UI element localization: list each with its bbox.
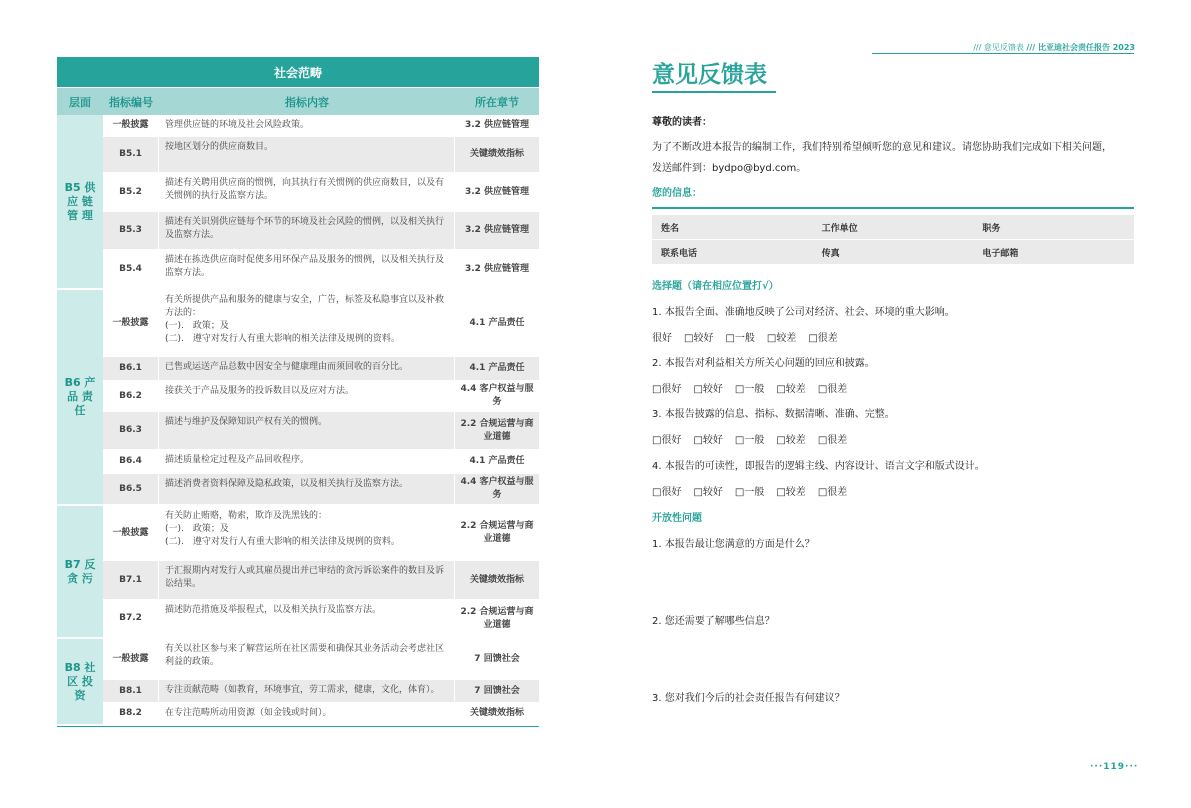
header-section: /// 意见反馈表 bbox=[973, 43, 1024, 52]
cell-code: 一般披露 bbox=[103, 506, 159, 560]
option-checkbox[interactable]: □很差 bbox=[817, 487, 848, 498]
question-1: 1. 本报告全面、准确地反映了公司对经济、社会、环境的重大影响。 bbox=[652, 307, 955, 318]
cell-chapter: 关键绩效指标 bbox=[469, 708, 524, 718]
option-checkbox[interactable]: 很好 bbox=[652, 333, 672, 344]
option-checkbox[interactable]: □很差 bbox=[817, 384, 848, 395]
cell-code: B6.3 bbox=[103, 412, 159, 449]
cell-content: 专注贡献范畴（如教育，环境事宜，劳工需求，健康，文化，体育）。 bbox=[159, 680, 455, 702]
option-checkbox[interactable]: □很差 bbox=[808, 333, 838, 344]
cell-chapter: 2.2 合规运营与商业道德 bbox=[460, 521, 534, 544]
info-rule bbox=[652, 207, 1134, 209]
option-checkbox[interactable]: □较好 bbox=[684, 333, 714, 344]
header-content: 指标内容 bbox=[285, 95, 329, 109]
question-3: 3. 本报告披露的信息、指标、数据清晰、准确、完整。 bbox=[652, 409, 895, 420]
cell-chapter: 7 回馈社会 bbox=[474, 653, 520, 664]
cell-chapter: 3.2 供应链管理 bbox=[464, 120, 530, 130]
table-header bbox=[57, 87, 539, 115]
running-header bbox=[900, 42, 1135, 53]
option-checkbox[interactable]: □较差 bbox=[776, 435, 806, 446]
option-checkbox[interactable]: □一般 bbox=[725, 333, 755, 344]
cell-content: 管理供应链的环境及社会风险政策。 bbox=[159, 115, 455, 136]
cell-chapter: 2.2 合规运营与商业道德 bbox=[460, 418, 534, 442]
option-checkbox[interactable]: □较好 bbox=[693, 384, 723, 395]
table-row bbox=[103, 411, 539, 449]
header-layer: 层面 bbox=[69, 95, 91, 109]
table-body bbox=[57, 115, 539, 726]
option-checkbox[interactable]: □很好 bbox=[652, 435, 682, 446]
header-chapter: 所在章节 bbox=[475, 95, 519, 109]
question-4: 4. 本报告的可读性，即报告的逻辑主线、内容设计、语言文字和版式设计。 bbox=[652, 461, 985, 472]
option-checkbox[interactable]: □很好 bbox=[652, 487, 682, 498]
table-group bbox=[57, 639, 539, 726]
table-row bbox=[103, 380, 539, 411]
open-question-3: 3. 您对我们今后的社会责任报告有何建议？ bbox=[652, 693, 845, 704]
table-group bbox=[57, 506, 539, 639]
table-row bbox=[103, 249, 539, 288]
cell-chapter: 4.1 产品责任 bbox=[469, 363, 525, 373]
table-row bbox=[103, 506, 539, 560]
your-info-heading: 您的信息： bbox=[652, 188, 702, 199]
cell-chapter: 4.4 客户权益与服务 bbox=[460, 384, 534, 407]
cell-code: B5.3 bbox=[103, 212, 159, 249]
cell-code: B7.1 bbox=[103, 561, 159, 599]
layer-label: B8 社 区 投 资 bbox=[57, 639, 103, 724]
option-checkbox[interactable]: □较差 bbox=[766, 333, 797, 344]
cell-content: 接获关于产品及服务的投诉数目以及应对方法。 bbox=[159, 381, 455, 411]
cell-content: 描述在拣选供应商时促使多用环保产品及服务的惯例，以及相关执行及监察方法。 bbox=[159, 250, 455, 288]
cell-code: B5.4 bbox=[103, 250, 159, 288]
cell-code: 一般披露 bbox=[103, 639, 159, 679]
cell-content: 在专注范畴所动用资源（如金钱或时间）。 bbox=[159, 703, 455, 724]
option-checkbox[interactable]: □较好 bbox=[693, 435, 723, 446]
question-2: 2. 本报告对利益相关方所关心问题的回应和披露。 bbox=[652, 358, 875, 369]
cell-chapter: 关键绩效指标 bbox=[469, 149, 524, 159]
cell-code: B6.5 bbox=[103, 474, 159, 504]
table-row bbox=[103, 702, 539, 724]
cell-code: B7.2 bbox=[103, 600, 159, 637]
cell-content: 已售或运送产品总数中因安全与健康理由而须回收的百分比。 bbox=[159, 357, 455, 380]
cell-content: 描述质量检定过程及产品回收程序。 bbox=[159, 450, 455, 473]
cell-code: B5.2 bbox=[103, 173, 159, 211]
group-rows bbox=[103, 290, 539, 504]
cell-content: 于汇报期内对发行人或其雇员提出并已审结的贪污诉讼案件的数目及诉讼结果。 bbox=[159, 561, 455, 599]
table-row bbox=[103, 356, 539, 380]
option-checkbox[interactable]: □一般 bbox=[734, 487, 765, 498]
cell-content: 描述消费者资料保障及隐私政策，以及相关执行及监察方法。 bbox=[159, 474, 455, 504]
cell-content: 有关防止贿赂，勒索，欺诈及洗黑钱的： (一). 政策；及 (二). 遵守对发行人有重大影响的相关法律及规例的资料。 bbox=[159, 506, 455, 560]
cell-chapter: 3.2 供应链管理 bbox=[464, 186, 530, 197]
header-rule bbox=[872, 53, 1134, 54]
intro-line-2: 发送邮件到：bydpo@byd.com。 bbox=[652, 163, 807, 174]
option-checkbox[interactable]: □较差 bbox=[776, 487, 806, 498]
field-fax[interactable]: 传真 bbox=[821, 248, 840, 259]
field-name[interactable]: 姓名 bbox=[661, 223, 680, 234]
layer-label: B7 反 贪 污 bbox=[57, 506, 103, 637]
cell-code: B6.1 bbox=[103, 357, 159, 380]
cell-content: 描述防范措施及举报程式，以及相关执行及监察方法。 bbox=[159, 600, 455, 637]
cell-chapter: 2.2 合规运营与商业道德 bbox=[460, 606, 534, 630]
cell-code: 一般披露 bbox=[103, 290, 159, 356]
table-row bbox=[103, 449, 539, 473]
question-options bbox=[652, 329, 838, 344]
layer-label: B6 产 品 责 任 bbox=[57, 290, 103, 504]
cell-chapter: 4.1 产品责任 bbox=[469, 317, 525, 328]
layer-label: B5 供 应 链 管 理 bbox=[57, 115, 103, 288]
table-row bbox=[103, 136, 539, 172]
open-question-2: 2. 您还需要了解哪些信息？ bbox=[652, 616, 775, 627]
header-code: 指标编号 bbox=[109, 95, 153, 109]
title-underline bbox=[652, 91, 776, 93]
open-heading: 开放性问题 bbox=[652, 513, 702, 524]
cell-chapter: 关键绩效指标 bbox=[469, 574, 524, 585]
table-row bbox=[103, 599, 539, 637]
index-table bbox=[57, 57, 539, 727]
table-row bbox=[103, 211, 539, 249]
cell-chapter: 3.2 供应链管理 bbox=[464, 263, 530, 274]
table-row bbox=[103, 639, 539, 679]
info-row bbox=[652, 215, 1134, 239]
table-group bbox=[57, 115, 539, 290]
header-report: /// 比亚迪社会责任报告 2023 bbox=[1026, 43, 1135, 52]
option-checkbox[interactable]: □一般 bbox=[734, 435, 765, 446]
cell-content: 描述与维护及保障知识产权有关的惯例。 bbox=[159, 412, 455, 449]
greeting: 尊敬的读者： bbox=[652, 117, 712, 128]
table-row bbox=[103, 560, 539, 599]
cell-code: B8.2 bbox=[103, 703, 159, 724]
cell-chapter: 7 回馈社会 bbox=[474, 685, 520, 696]
table-group bbox=[57, 290, 539, 506]
cell-content: 有关所提供产品和服务的健康与安全，广告，标签及私隐事宜以及补救方法的： (一). 政策；及 (二). 遵守对发行人有重大影响的相关法律及规例的资料。 bbox=[159, 290, 455, 356]
info-row bbox=[652, 240, 1134, 264]
cell-code: B8.1 bbox=[103, 680, 159, 702]
cell-chapter: 4.1 产品责任 bbox=[469, 456, 525, 466]
group-rows bbox=[103, 639, 539, 724]
intro-line-1: 为了不断改进本报告的编制工作，我们特别希望倾听您的意见和建议。请您协助我们完成如下相关问题， bbox=[652, 142, 1112, 153]
info-table bbox=[652, 215, 1134, 265]
table-row bbox=[103, 172, 539, 211]
field-title[interactable]: 职务 bbox=[982, 223, 1001, 234]
field-company[interactable]: 工作单位 bbox=[821, 223, 858, 234]
table-title: 社会范畴 bbox=[57, 57, 539, 87]
page-number: ···119··· bbox=[1090, 762, 1139, 772]
option-checkbox[interactable]: □很好 bbox=[652, 384, 682, 395]
table-row bbox=[103, 679, 539, 702]
cell-content: 描述有关聘用供应商的惯例，向其执行有关惯例的供应商数目，以及有关惯例的执行及监察方法。 bbox=[159, 173, 455, 211]
table-row bbox=[103, 115, 539, 136]
group-rows bbox=[103, 506, 539, 637]
open-question-1: 1. 本报告最让您满意的方面是什么？ bbox=[652, 539, 815, 550]
cell-chapter: 3.2 供应链管理 bbox=[464, 225, 530, 235]
table-row bbox=[103, 290, 539, 356]
question-options bbox=[652, 380, 847, 395]
table-bottom-rule bbox=[57, 726, 539, 727]
option-checkbox[interactable]: □较差 bbox=[776, 384, 806, 395]
option-checkbox[interactable]: □很差 bbox=[817, 435, 848, 446]
cell-chapter: 4.4 客户权益与服务 bbox=[460, 477, 534, 500]
option-checkbox[interactable]: □一般 bbox=[734, 384, 765, 395]
cell-code: 一般披露 bbox=[103, 115, 159, 136]
option-checkbox[interactable]: □较好 bbox=[693, 487, 723, 498]
page-title: 意见反馈表 bbox=[652, 62, 767, 88]
cell-content: 有关以社区参与来了解营运所在社区需要和确保其业务活动会考虑社区利益的政策。 bbox=[159, 639, 455, 679]
cell-code: B5.1 bbox=[103, 137, 159, 172]
field-phone[interactable]: 联系电话 bbox=[661, 248, 698, 259]
field-email[interactable]: 电子邮箱 bbox=[982, 248, 1019, 259]
cell-code: B6.4 bbox=[103, 450, 159, 473]
table-row bbox=[103, 473, 539, 504]
question-options bbox=[652, 483, 847, 498]
cell-code: B6.2 bbox=[103, 381, 159, 411]
cell-content: 按地区划分的供应商数目。 bbox=[159, 137, 455, 172]
choice-heading: 选择题（请在相应位置打√） bbox=[652, 281, 779, 292]
group-rows bbox=[103, 115, 539, 288]
question-options bbox=[652, 431, 847, 446]
cell-content: 描述有关识别供应链每个环节的环境及社会风险的惯例，以及相关执行及监察方法。 bbox=[159, 212, 455, 249]
